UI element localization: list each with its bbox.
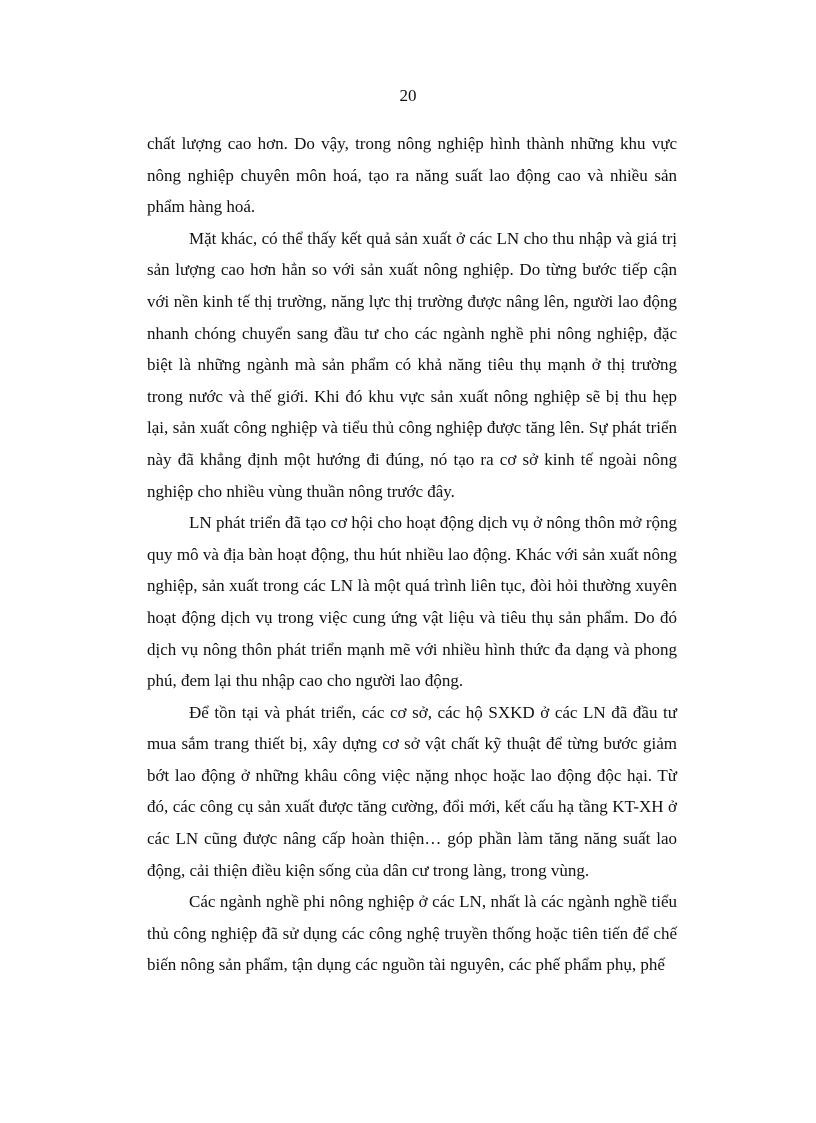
body-text — [147, 128, 677, 981]
paragraph-3: LN phát triển đã tạo cơ hội cho hoạt động dịch vụ ở nông thôn mở rộng quy mô và địa bàn hoạt động, thu hút nhiều lao động. Khác với sản xuất nông nghiệp, sản xuất trong các LN là một quá trình liên tục, đòi hỏi thường xuyên hoạt động dịch vụ trong việc cung ứng vật liệu và tiêu thụ sản phẩm. Do đó dịch vụ nông thôn phát triển mạnh mẽ với nhiều hình thức đa dạng và phong phú, đem lại thu nhập cao cho người lao động. — [147, 513, 677, 691]
paragraph-2: Mặt khác, có thể thấy kết quả sản xuất ở các LN cho thu nhập và giá trị sản lượng cao hơn hẳn so với sản xuất nông nghiệp. Do từng bước tiếp cận với nền kinh tế thị trường, năng lực thị trường được nâng lên, người lao động nhanh chóng chuyển sang đầu tư cho các ngành nghề phi nông nghiệp, đặc biệt là những ngành mà sản phẩm có khả năng tiêu thụ mạnh ở thị trường trong nước và thế giới. Khi đó khu vực sản xuất nông nghiệp sẽ bị thu hẹp lại, sản xuất công nghiệp và tiểu thủ công nghiệp được tăng lên. Sự phát triển này đã khẳng định một hướng đi đúng, nó tạo ra cơ sở kinh tế ngoài nông nghiệp cho nhiều vùng thuần nông trước đây. — [147, 228, 677, 501]
paragraph-5: Các ngành nghề phi nông nghiệp ở các LN, nhất là các ngành nghề tiểu thủ công nghiệp đã sử dụng các công nghệ truyền thống hoặc tiên tiến để chế biến nông sản phẩm, tận dụng các nguồn tài nguyên, các phế phẩm phụ, phế — [147, 892, 677, 975]
paragraph-4: Để tồn tại và phát triển, các cơ sở, các hộ SXKD ở các LN đã đầu tư mua sắm trang thiết bị, xây dựng cơ sở vật chất kỹ thuật để từng bước giảm bớt lao động ở những khâu công việc nặng nhọc hoặc lao động độc hại. Từ đó, các công cụ sản xuất được tăng cường, đổi mới, kết cấu hạ tầng KT-XH ở các LN cũng được nâng cấp hoàn thiện… góp phần làm tăng năng suất lao động, cải thiện điều kiện sống của dân cư trong làng, trong vùng. — [147, 702, 677, 880]
page-number: 20 — [399, 86, 417, 105]
paragraph-1: chất lượng cao hơn. Do vậy, trong nông nghiệp hình thành những khu vực nông nghiệp chuyên môn hoá, tạo ra năng suất lao động cao và nhiều sản phẩm hàng hoá. — [147, 134, 677, 217]
